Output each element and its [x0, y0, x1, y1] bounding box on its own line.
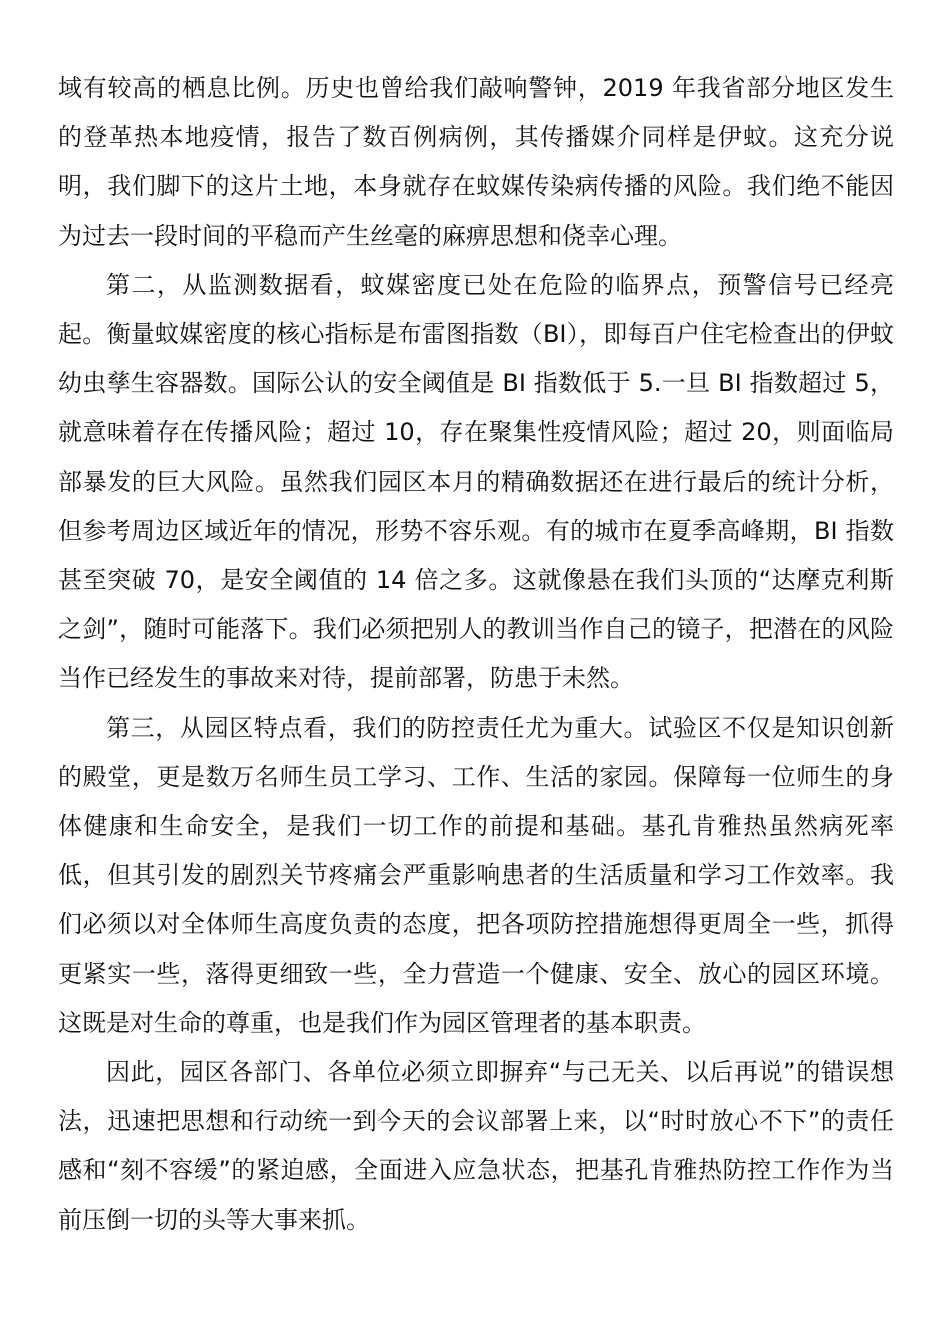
paragraph-conclusion: 因此，园区各部门、各单位必须立即摒弃“与己无关、以后再说”的错误想法，迅速把思想和行动统一到今天的会议部署上来，以“时时放心不下”的责任感和“刻不容缓”的紧迫感，全面进入应急状态，把基孔肯雅热防控工作作为当前压倒一切的头等大事来抓。 — [58, 1058, 894, 1234]
paragraph-third-point: 第三，从园区特点看，我们的防控责任尤为重大。试验区不仅是知识创新的殿堂，更是数万名师生员工学习、工作、生活的家园。保障每一位师生的身体健康和生命安全，是我们一切工作的前提和基础。基孔肯雅热虽然病死率低，但其引发的剧烈关节疼痛会严重影响患者的生活质量和学习工作效率。我们必须以对全体师生高度负责的态度，把各项防控措施想得更周全一些，抓得更紧实一些，落得更细致一些，全力营造一个健康、安全、放心的园区环境。这既是对生命的尊重，也是我们作为园区管理者的基本职责。 — [58, 713, 894, 1037]
paragraph-second-point: 第二，从监测数据看，蚊媒密度已处在危险的临界点，预警信号已经亮起。衡量蚊媒密度的核心指标是布雷图指数（BI），即每百户住宅检查出的伊蚊幼虫孳生容器数。国际公认的安全阈值是 BI 指数低于 5.一旦 BI 指数超过 5，就意味着存在传播风险；超过 10，存在聚集性疫情风险；超过 20，则面临局部暴发的巨大风险。虽然我们园区本月的精确数据还在进行最后的统计分析，但参考周边区域近年的情况，形势不容乐观。有的城市在夏季高峰期，BI 指数甚至突破 70，是安全阈值的 14 倍之多。这就像悬在我们头顶的“达摩克利斯之剑”，随时可能落下。我们必须把别人的教训当作自己的镜子，把潜在的风险当作已经发生的事故来对待，提前部署，防患于未然。 — [58, 270, 894, 693]
document-page — [58, 64, 894, 1245]
paragraph-continuation: 域有较高的栖息比例。历史也曾给我们敲响警钟，2019 年我省部分地区发生的登革热本地疫情，报告了数百例病例，其传播媒介同样是伊蚊。这充分说明，我们脚下的这片土地，本身就存在蚊媒传染病传播的风险。我们绝不能因为过去一段时间的平稳而产生丝毫的麻痹思想和侥幸心理。 — [58, 74, 894, 250]
